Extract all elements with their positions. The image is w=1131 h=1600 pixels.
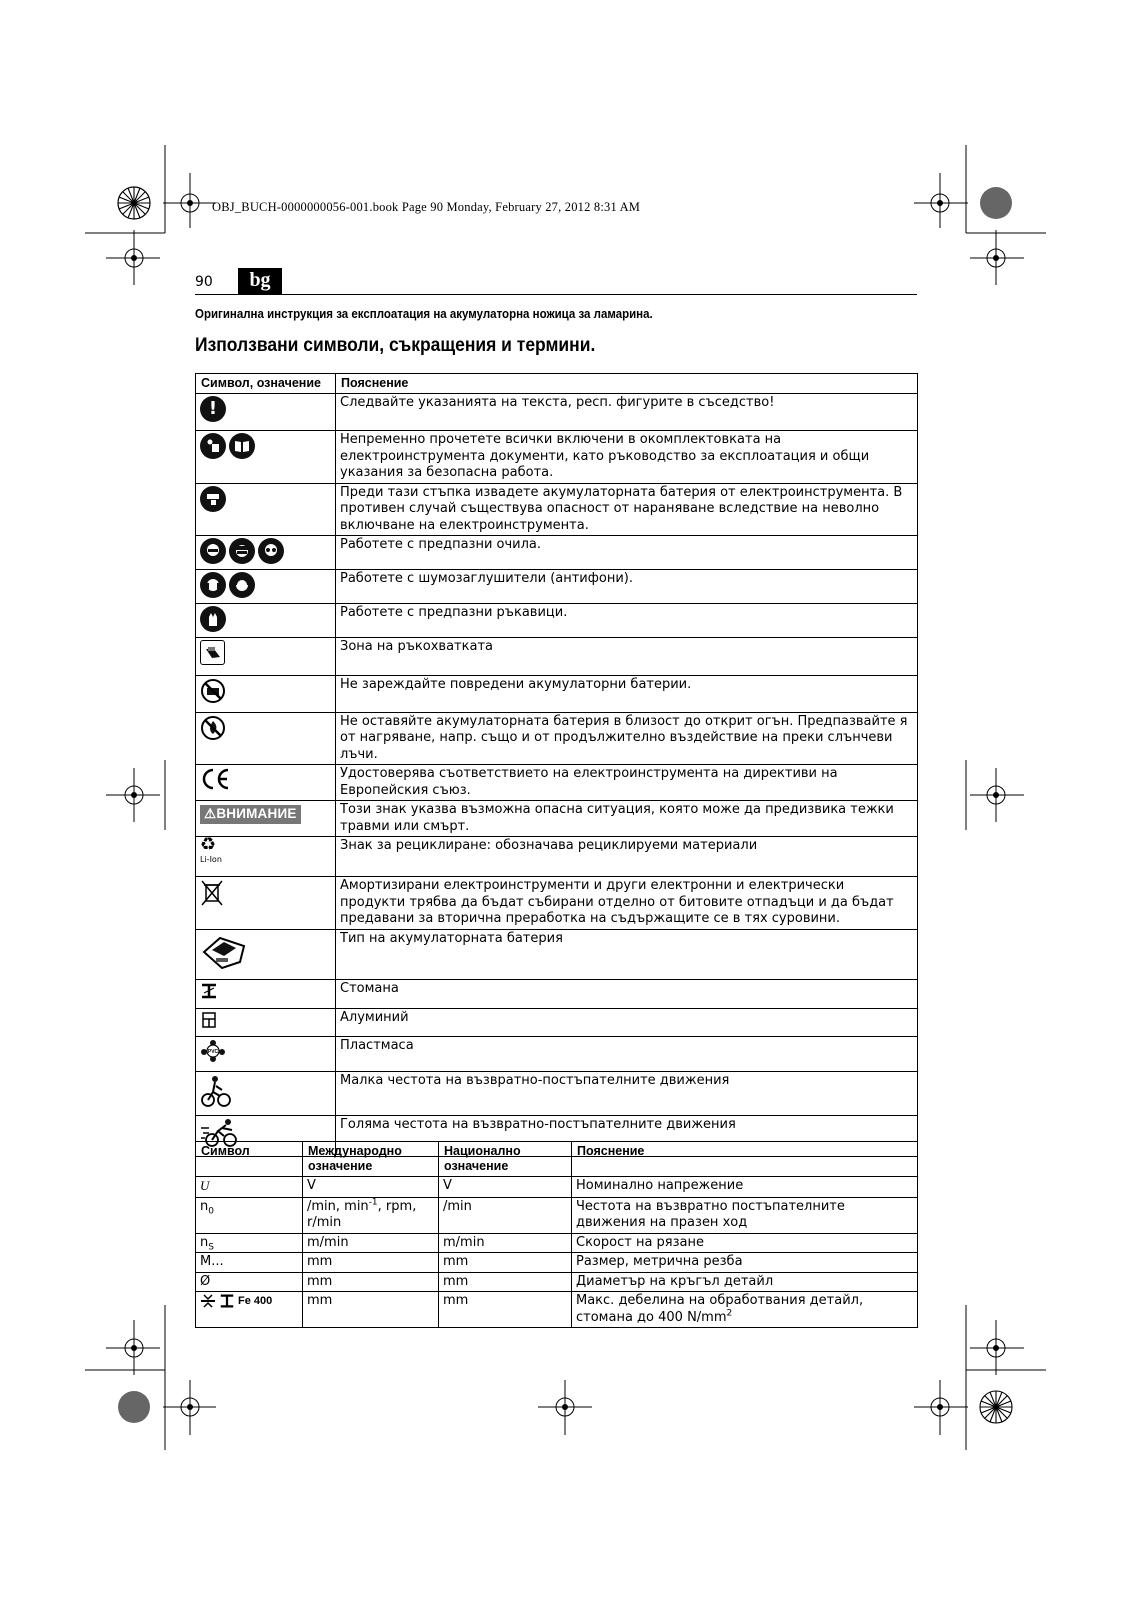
table-row [196,1037,918,1072]
explanation-superscript: 2 [726,1308,733,1319]
book-info-line: OBJ_BUCH-0000000056-001.book Page 90 Monday, February 27, 2012 8:31 AM [212,200,641,214]
table-row [196,604,918,638]
row-text: Този знак указва възможна опасна ситуация, която може да предизвика тежки травми или смърт. [336,801,918,837]
intl-cell: /min, min [307,1198,369,1214]
national-cell: /min [439,1197,572,1233]
intl-cell-rest: , rpm, r/min [307,1198,417,1230]
ear-protection-icon [200,572,331,598]
no-fire-icon [200,715,226,741]
document-subtitle: Оригинална инструкция за експлоатация на акумулаторна ножица за ламарина. [195,307,653,321]
thickness-icon [200,1293,216,1309]
read-manual-icon [200,433,331,459]
row-text: Удостоверява съответствието на електроинструмента на директиви на Европейския съюз. [336,765,918,801]
ce-mark-icon [200,767,232,791]
row-text: Работете с предпазни ръкавици. [336,604,918,638]
table-row [196,1177,918,1198]
row-text: Малка честота на възвратно-постъпателните движения [336,1071,918,1116]
warning-badge [200,805,301,824]
table-row [196,1071,918,1116]
explanation-cell: Диаметър на кръгъл детайл [572,1272,918,1292]
table-row [196,676,918,713]
intl-superscript: -1 [368,1197,378,1208]
explanation-cell: Честота на възвратно постъпателните движения на празен ход [572,1197,918,1233]
table-row [196,431,918,484]
row-text: Не оставяйте акумулаторната батерия в близост до открит огън. Предпазвайте я от нагряване, напр. също и от продължително въздействие на преки слънчеви лъчи. [336,712,918,765]
explanation-cell: Макс. дебелина на обработвания детайл, стомана до 400 N/mm [576,1293,864,1325]
recycling-icon: ♻ Li-Ion [200,834,222,864]
row-text: Зона на ръкохватката [336,638,918,676]
table-row [196,1197,918,1233]
intl-cell: mm [303,1253,439,1273]
table-row [196,712,918,765]
explanation-cell: Размер, метрична резба [572,1253,918,1273]
gloves-icon [200,606,226,632]
row-text: Голяма честота на възвратно-постъпателните движения [336,1116,918,1157]
aluminium-icon [200,1011,218,1029]
no-charge-damaged-icon [200,678,226,704]
table-row [196,1008,918,1037]
table-row [196,837,918,877]
row-text: Работете с шумозаглушители (антифони). [336,570,918,604]
table-row [196,801,918,837]
row-text: Не зареждайте повредени акумулаторни батерии. [336,676,918,713]
warning-badge-label: ВНИМАНИЕ [216,806,297,821]
header-national: Национално означение [439,1142,572,1177]
table-row [196,638,918,676]
symbol-cell: U [200,1178,210,1193]
row-text: Преди тази стъпка извадете акумулаторната батерия от електроинструмента. В противен случай съществува опасност от нараняване вследствие на неволно включване на електроинструмента. [336,483,918,536]
row-text: Знак за рециклиране: обозначава рециклируеми материали [336,837,918,877]
table-row [196,1253,918,1273]
explanation-cell: Скорост на рязане [572,1233,918,1253]
abbreviations-table [195,1141,918,1328]
national-cell: V [439,1177,572,1198]
steel-icon [219,1293,235,1309]
language-badge: bg [238,268,282,294]
header-symbol: Символ [196,1142,303,1177]
li-ion-label: Li-Ion [200,855,222,864]
table-row [196,394,918,431]
table-row [196,929,918,980]
pvc-label: PVC [207,1049,219,1055]
symbol-cell: Fe 400 [238,1295,273,1307]
table-row [196,765,918,801]
intl-cell: m/min [303,1233,439,1253]
row-text: Непременно прочетете всички включени в окомплектовката на електроинструмента документи, като ръководство за експлоатация и общи указания за безопасна работа. [336,431,918,484]
intl-cell: V [303,1177,439,1198]
table-row [196,483,918,536]
page-number: 90 [195,274,213,290]
grip-zone-icon [200,640,225,665]
intl-cell: mm [303,1292,439,1328]
intl-cell: mm [303,1272,439,1292]
national-cell: mm [439,1253,572,1273]
steel-icon [200,982,218,1000]
plastic-pvc-icon [200,1039,226,1063]
safety-goggles-icon [200,538,331,564]
table-row [196,980,918,1009]
row-text: Стомана [336,980,918,1009]
weee-bin-icon [200,879,224,907]
symbol-cell: n [200,1234,209,1250]
row-text: Следвайте указанията на текста, респ. фигурите в съседство! [336,394,918,431]
symbol-subscript: S [208,1242,214,1253]
symbol-subscript: 0 [208,1206,214,1217]
row-text: Работете с предпазни очила. [336,536,918,570]
warning-icon: ⚠ [204,806,217,821]
symbol-cell: n [200,1198,209,1214]
explanation-cell: Номинално напрежение [572,1177,918,1198]
national-cell: m/min [439,1233,572,1253]
header-explanation: Пояснение [572,1142,918,1177]
symbol-cell: Ø [196,1272,303,1292]
table-row [196,1233,918,1253]
remove-battery-icon [200,486,226,512]
header-international: Международно означение [303,1142,439,1177]
symbols-table [195,373,918,1157]
row-text: Пластмаса [336,1037,918,1072]
table-row [196,1272,918,1292]
section-title: Използвани символи, съкращения и термини. [195,335,596,356]
row-text: Тип на акумулаторната батерия [336,929,918,980]
national-cell: mm [439,1272,572,1292]
header-rule [195,294,917,295]
mandatory-icon: ! [200,396,226,422]
table-row [196,536,918,570]
table-row [196,1292,918,1328]
battery-type-icon [200,932,248,972]
symbols-table-header [196,374,918,394]
header-symbol: Символ, означение [196,374,336,394]
table-row [196,570,918,604]
header-explanation: Пояснение [336,374,918,394]
table-row [196,877,918,930]
row-text: Алуминий [336,1008,918,1037]
symbol-cell: M... [196,1253,303,1273]
row-text: Амортизирани електроинструменти и други електронни и електрически продукти трябва да бъдат събирани отделно от битовите отпадъци и да бъдат предавани за вторична преработка на съдържащите се в тях суровини. [336,877,918,930]
low-stroke-rate-icon [200,1074,232,1108]
abbreviations-table-header [196,1142,918,1177]
national-cell: mm [439,1292,572,1328]
